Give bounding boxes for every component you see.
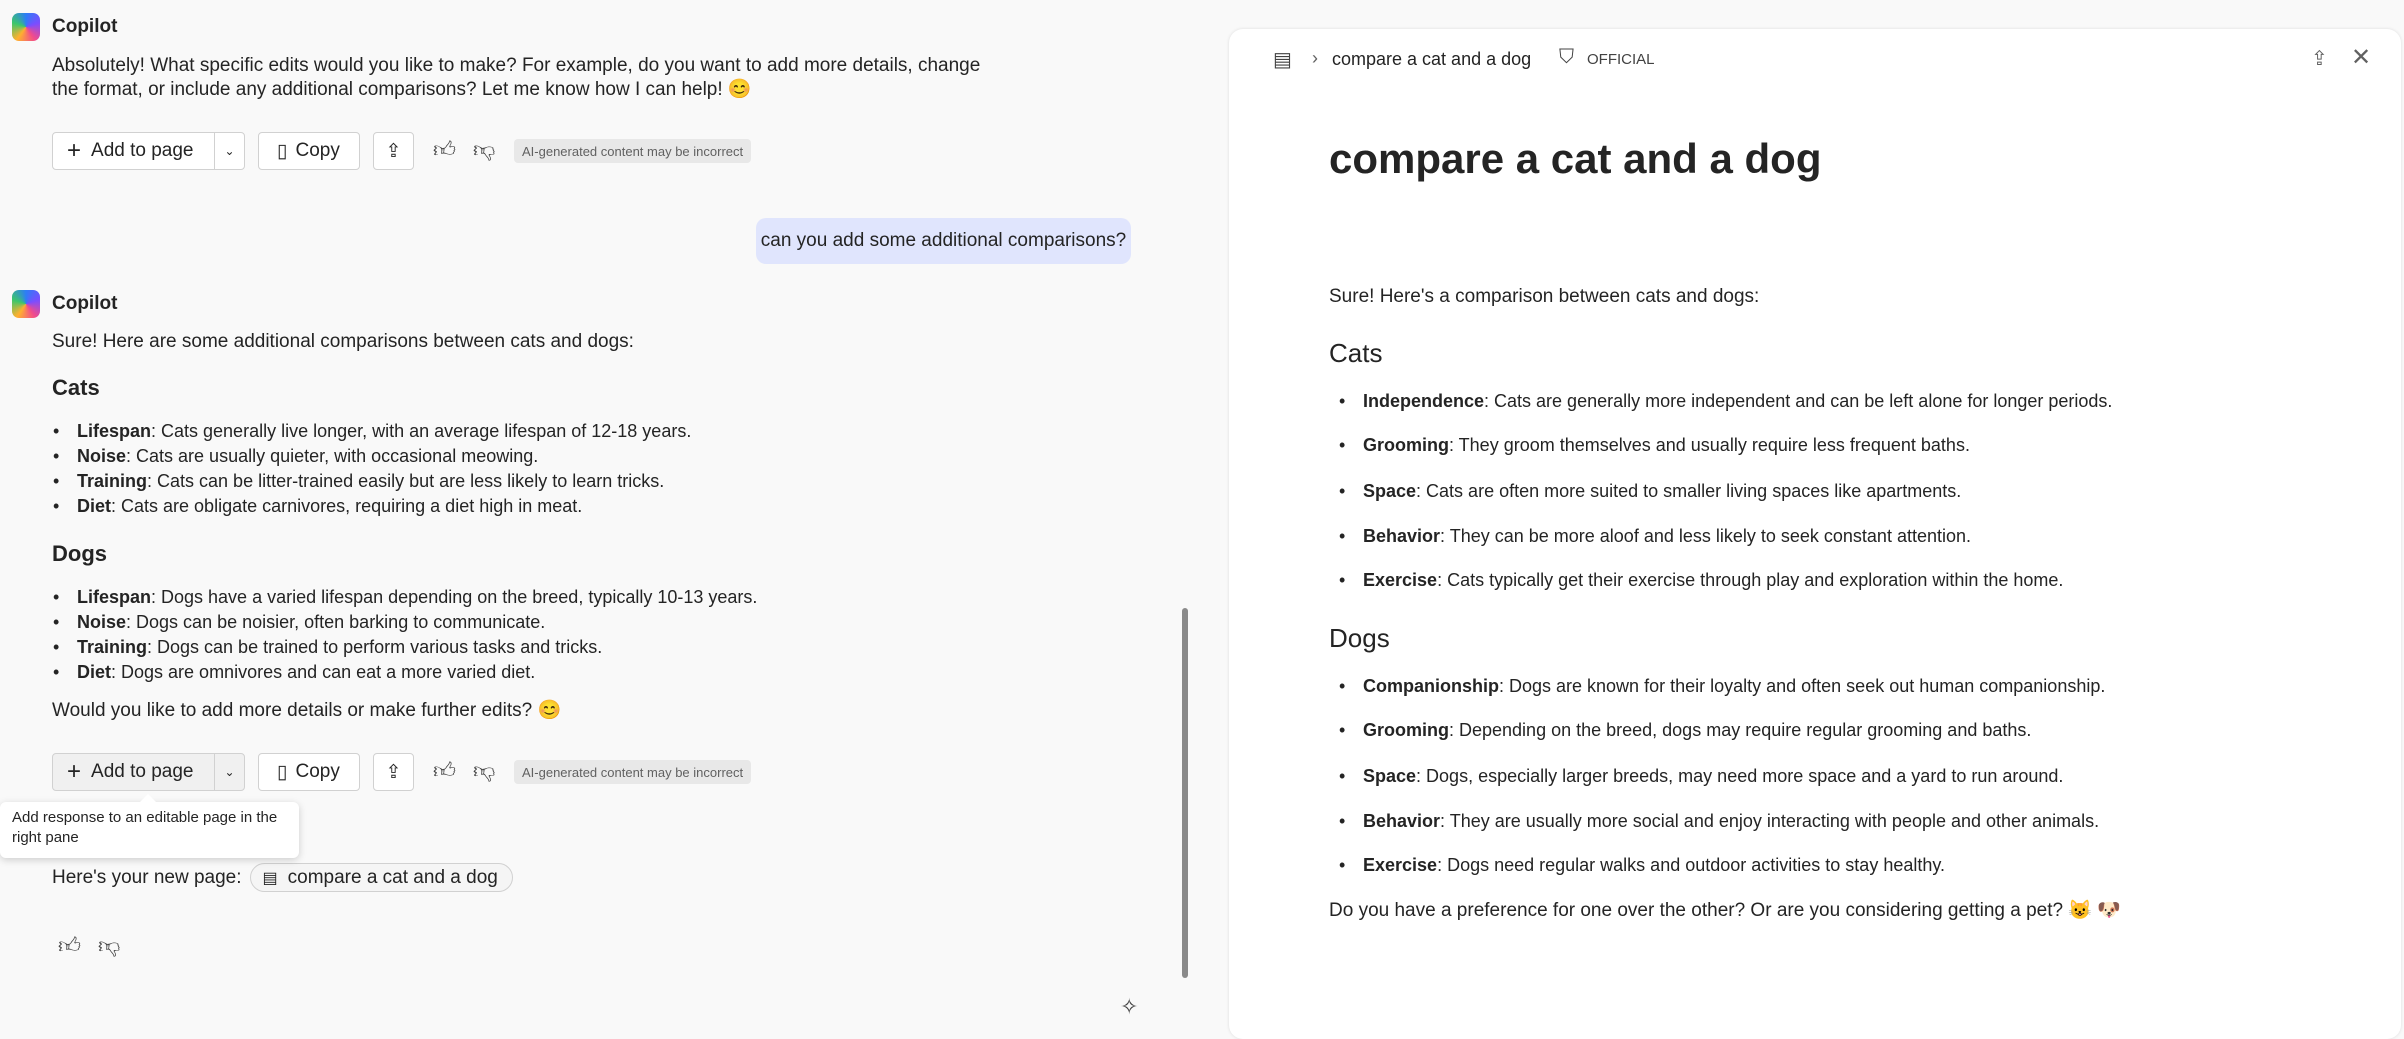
thumbs-down-icon[interactable]: 👎︎	[473, 758, 496, 783]
section-heading: Dogs	[52, 541, 107, 566]
copy-icon: ▯	[277, 140, 288, 162]
thumbs-up-icon[interactable]: 👍︎	[433, 137, 456, 162]
add-to-page-button[interactable]	[52, 753, 245, 791]
list-item[interactable]: • Exercise: Cats typically get their exercise through play and exploration within the home.	[1363, 570, 2063, 591]
plus-icon: +	[67, 137, 82, 164]
ai-disclaimer-badge: AI-generated content may be incorrect	[514, 139, 751, 163]
page-outro[interactable]: Do you have a preference for one over the other? Or are you considering getting a pet? 😺 🐶	[1329, 900, 2121, 921]
scrollbar[interactable]	[1182, 608, 1188, 978]
section-heading: Cats	[52, 375, 100, 400]
copilot-logo-icon	[12, 290, 40, 318]
list-item[interactable]: • Space: Cats are often more suited to smaller living spaces like apartments.	[1363, 481, 1961, 502]
copy-button[interactable]	[258, 132, 360, 170]
new-page-text: Here's your new page:	[52, 866, 242, 888]
sender-name: Copilot	[52, 16, 118, 37]
share-icon: ⇪	[385, 140, 402, 162]
thumbs-up-icon[interactable]: 👍︎	[433, 758, 456, 783]
list-item: • Training: Cats can be litter-trained easily but are less likely to learn tricks.	[77, 471, 664, 492]
copy-icon: ▯	[277, 761, 288, 783]
page-pane	[1229, 29, 2401, 1039]
copy-button[interactable]	[258, 753, 360, 791]
list-item[interactable]: • Behavior: They can be more aloof and less likely to seek constant attention.	[1363, 526, 1971, 547]
thumbs-up-icon[interactable]: 👍︎	[58, 933, 81, 958]
page-icon: ▤	[262, 869, 278, 887]
share-icon: ⇪	[385, 761, 402, 783]
section-heading[interactable]: Cats	[1329, 338, 1383, 368]
new-page-row	[52, 863, 513, 892]
list-item[interactable]: • Exercise: Dogs need regular walks and outdoor activities to stay healthy.	[1363, 855, 1945, 876]
list-item: • Lifespan: Cats generally live longer, with an average lifespan of 12-18 years.	[77, 421, 691, 442]
chevron-down-icon[interactable]: ⌄	[214, 754, 244, 790]
sparkle-prompt-icon[interactable]: ✧	[1120, 994, 1139, 1019]
list-item: • Noise: Dogs can be noisier, often barking to communicate.	[77, 612, 545, 633]
message-text: Would you like to add more details or make further edits? 😊	[52, 700, 562, 721]
shield-icon: ⛉	[1559, 46, 1574, 68]
list-item[interactable]: • Grooming: They groom themselves and usually require less frequent baths.	[1363, 435, 1970, 456]
page-intro[interactable]: Sure! Here's a comparison between cats and dogs:	[1329, 286, 1760, 307]
copilot-logo-icon	[12, 13, 40, 41]
section-heading[interactable]: Dogs	[1329, 623, 1390, 653]
tooltip: Add response to an editable page in the right pane	[0, 802, 299, 858]
list-item: • Training: Dogs can be trained to perform various tasks and tricks.	[77, 637, 602, 658]
add-to-page-label: Add to page	[91, 140, 194, 161]
share-icon[interactable]: ⇪	[2311, 48, 2328, 70]
list-item: • Noise: Cats are usually quieter, with occasional meowing.	[77, 446, 538, 467]
chevron-right-icon: ›	[1312, 48, 1318, 68]
page-title[interactable]: compare a cat and a dog	[1329, 135, 1822, 182]
thumbs-down-icon[interactable]: 👎︎	[98, 933, 121, 958]
close-icon[interactable]: ✕	[2351, 44, 2372, 71]
plus-icon: +	[67, 758, 82, 785]
list-item: • Lifespan: Dogs have a varied lifespan depending on the breed, typically 10-13 years.	[77, 587, 757, 608]
list-item: • Diet: Dogs are omnivores and can eat a more varied diet.	[77, 662, 535, 683]
list-item[interactable]: • Behavior: They are usually more social and enjoy interacting with people and other animals.	[1363, 811, 2099, 832]
copy-label: Copy	[295, 140, 340, 161]
add-to-page-label: Add to page	[91, 761, 194, 782]
sensitivity-label[interactable]: OFFICIAL	[1587, 51, 1655, 68]
list-item[interactable]: • Grooming: Depending on the breed, dogs may require regular grooming and baths.	[1363, 720, 2031, 741]
sender-name: Copilot	[52, 293, 118, 314]
add-to-page-button[interactable]	[52, 132, 245, 170]
chevron-down-icon[interactable]: ⌄	[214, 133, 244, 169]
list-item[interactable]: • Companionship: Dogs are known for their loyalty and often seek out human companionship.	[1363, 676, 2105, 697]
message-text: Sure! Here are some additional comparisons between cats and dogs:	[52, 331, 634, 352]
new-page-chip[interactable]	[250, 863, 513, 892]
ai-disclaimer-badge: AI-generated content may be incorrect	[514, 760, 751, 784]
share-button[interactable]	[373, 753, 414, 791]
thumbs-down-icon[interactable]: 👎︎	[473, 137, 496, 162]
copy-label: Copy	[295, 761, 340, 782]
user-message: can you add some additional comparisons?	[756, 218, 1131, 264]
message-text: Absolutely! What specific edits would you like to make? For example, do you want to add more details, change	[52, 55, 981, 76]
list-item[interactable]: • Independence: Cats are generally more independent and can be left alone for longer periods.	[1363, 391, 2112, 412]
share-button[interactable]	[373, 132, 414, 170]
breadcrumb[interactable]: compare a cat and a dog	[1332, 49, 1532, 69]
message-text: the format, or include any additional comparisons? Let me know how I can help! 😊	[52, 79, 752, 100]
list-item[interactable]: • Space: Dogs, especially larger breeds, may need more space and a yard to run around.	[1363, 766, 2063, 787]
chip-label: compare a cat and a dog	[287, 866, 498, 888]
page-icon: ▤	[1273, 49, 1292, 71]
list-item: • Diet: Cats are obligate carnivores, requiring a diet high in meat.	[77, 496, 582, 517]
